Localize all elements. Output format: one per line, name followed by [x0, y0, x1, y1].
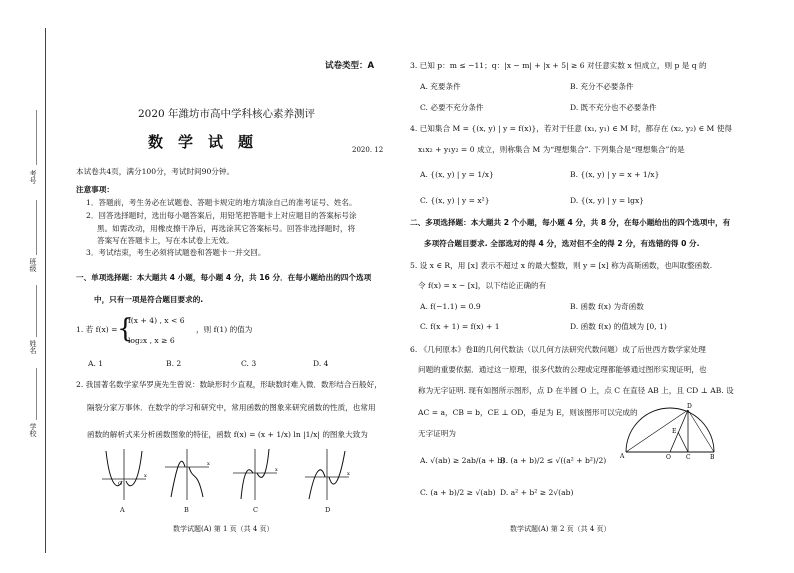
q2-graph-label-a: A — [120, 506, 125, 514]
q2-stem: 2. 我国著名数学家华罗庚先生曾说：数缺形时少直观，形缺数时难入微．数形结合百般好， — [76, 380, 382, 389]
q3-option-c[interactable]: C. 必要不充分条件 — [420, 103, 484, 112]
q2-graph-label-b: B — [184, 506, 189, 514]
name-blank[interactable] — [36, 285, 37, 337]
q1-stem-suffix: ，则 f(1) 的值为 — [196, 325, 253, 334]
q5-option-b[interactable]: B. 函数 f(x) 为奇函数 — [570, 302, 644, 311]
q2-graph-b[interactable] — [163, 447, 211, 502]
page-1-header: 2020 年潍坊市高中学科核心素养测评 — [138, 108, 316, 120]
svg-text:x: x — [275, 467, 278, 473]
svg-text:x: x — [144, 473, 147, 479]
figure-label-d: D — [687, 403, 692, 410]
q1-option-c[interactable]: C. 3 — [241, 359, 257, 368]
q4-stem: x₁x₂ + y₁y₂ = 0 成立，则称集合 M 为“理想集合”. 下列集合是“理想集合”的是 — [418, 145, 685, 154]
q1-option-a[interactable]: A. 1 — [88, 359, 104, 368]
q5-option-c[interactable]: C. f(x + 1) = f(x) + 1 — [420, 322, 500, 331]
margin-label-name: 姓名 — [29, 340, 37, 354]
q5-stem: 5. 设 x ∈ R，用 [x] 表示不超过 x 的最大整数，则 y = [x] 称为高斯函数，也叫取整函数. — [410, 261, 713, 270]
figure-label-e: E — [672, 428, 677, 435]
margin-label-class: 班级 — [29, 258, 37, 272]
q5-option-d[interactable]: D. 函数 f(x) 的值域为 [0, 1) — [570, 322, 667, 331]
q6-stem: 问题的重要依据．通过这一原理，很多代数的公理或定理都能够通过图形实现证明，也 — [418, 365, 707, 374]
q3-option-b[interactable]: B. 充分不必要条件 — [570, 82, 634, 91]
note-item: 答案写在答题卡上，写在本试卷上无效。 — [97, 236, 234, 245]
q2-graph-label-d: D — [325, 506, 331, 514]
svg-text:x: x — [207, 461, 210, 467]
page-2-footer: 数学试题(A) 第 2 页（共 4 页） — [510, 525, 611, 533]
section-2-heading: 二、多项选择题：本大题共 2 个小题，每小题 4 分，共 8 分，在每小题给出的四个选项中，有 — [410, 218, 731, 227]
q3-stem: 3. 已知 p：m ≤ −11；q：|x − m| + |x + 5| ≥ 6 对任意实数 x 恒成立，则 p 是 q 的 — [410, 61, 707, 70]
figure-label-o: O — [666, 454, 671, 460]
figure-label-c: C — [686, 454, 691, 460]
figure-label-b: B — [710, 454, 715, 460]
q6-option-a[interactable]: A. √(ab) ≥ 2ab/(a + b) — [420, 456, 505, 465]
q1-case-1: f(x + 4) , x < 6 — [128, 316, 185, 325]
margin-label-exam-no: 考号 — [29, 170, 37, 184]
q6-stem: 无字证明为 — [418, 429, 456, 438]
q5-stem: 令 f(x) = x − [x]，以下结论正确的有 — [418, 281, 547, 290]
q1-case-2: log₂x , x ≥ 6 — [128, 336, 175, 345]
q1-brace: { — [117, 314, 134, 344]
q4-option-c[interactable]: C. {(x, y) | y = x²} — [420, 196, 490, 205]
q6-semicircle-figure — [620, 402, 716, 460]
exam-no-blank[interactable] — [36, 110, 37, 165]
school-blank[interactable] — [36, 368, 37, 420]
q1-stem-prefix: 1. 若 f(x) = — [76, 325, 118, 334]
note-item: 3．考试结束，考生必须将试题卷和答题卡一并交回。 — [86, 248, 266, 257]
page-title: 数 学 试 题 — [148, 133, 254, 151]
q4-option-a[interactable]: A. {(x, y) | y = 1/x} — [420, 170, 494, 179]
margin-label-school: 学校 — [29, 423, 37, 437]
q6-stem: 6. 《几何原本》卷Ⅱ的几何代数法（以几何方法研究代数问题）成了后世西方数学家处理 — [410, 345, 706, 354]
q2-graph-a[interactable] — [100, 447, 148, 502]
exam-date: 2020. 12 — [352, 146, 384, 154]
q2-stem: 隔裂分家万事休．在数学的学习和研究中，常用函数的图象来研究函数的性质，也常用 — [87, 403, 376, 412]
exam-type: 试卷类型：A — [325, 61, 375, 71]
note-item: 1．答题前，考生务必在试题卷、答题卡规定的地方填涂自己的准考证号、姓名。 — [86, 198, 357, 207]
q6-option-d[interactable]: D. a² + b² ≥ 2√(ab) — [500, 488, 574, 497]
q6-option-c[interactable]: C. (a + b)/2 ≥ √(ab) — [420, 488, 496, 497]
q2-graph-c[interactable] — [231, 447, 279, 502]
q1-option-b[interactable]: B. 2 — [166, 359, 182, 368]
q2-graph-d[interactable] — [303, 447, 351, 502]
note-item: 黑。如需改动，用橡皮擦干净后，再选涂其它答案标号。回答非选择题时，将 — [97, 224, 356, 233]
exam-intro: 本试卷共4页，满分100分，考试时间90分钟。 — [76, 167, 235, 176]
q6-option-b[interactable]: B. (a + b)/2 ≤ √((a² + b²)/2) — [500, 456, 607, 465]
q3-option-a[interactable]: A. 充要条件 — [420, 82, 461, 91]
svg-text:x: x — [347, 471, 350, 477]
q4-stem: 4. 已知集合 M = {(x, y) | y = f(x)}，若对于任意 (x₁, y₁) ∈ M 时，都存在 (x₂, y₂) ∈ M 使得 — [410, 124, 732, 133]
notes-title: 注意事项： — [76, 185, 114, 194]
section-2-heading-cont: 多项符合题目要求. 全部选对的得 4 分，选对但不全的得 2 分，有选错的得 0 分. — [424, 239, 700, 248]
q4-option-d[interactable]: D. {(x, y) | y = lgx} — [570, 196, 645, 205]
section-1-heading-cont: 中，只有一项是符合题目要求的. — [94, 295, 204, 304]
q6-stem: AC = a，CB = b，CE ⊥ OD，垂足为 E，则该图形可以完成的 — [418, 408, 638, 417]
q2-stem: 函数的解析式来分析函数图象的特征，函数 f(x) = (x + 1/x) ln |1/x| 的图象大致为 — [87, 430, 368, 439]
section-1-heading: 一、单项选择题：本大题共 4 小题，每小题 4 分，共 16 分．在每小题给出的四个选项 — [76, 273, 372, 282]
q4-option-b[interactable]: B. {(x, y) | y = x + 1/x} — [570, 170, 660, 179]
figure-label-a: A — [620, 453, 625, 460]
q2-graph-label-c: C — [253, 506, 258, 514]
q5-option-a[interactable]: A. f(−1.1) = 0.9 — [420, 302, 481, 311]
note-item: 2．回答选择题时，选出每小题答案后，用铅笔把答题卡上对应题目的答案标号涂 — [86, 211, 357, 220]
q1-option-d[interactable]: D. 4 — [313, 359, 329, 368]
q3-option-d[interactable]: D. 既不充分也不必要条件 — [570, 103, 657, 112]
binding-line — [45, 28, 46, 553]
page-1-footer: 数学试题(A) 第 1 页（共 4 页） — [173, 525, 274, 533]
class-blank[interactable] — [36, 200, 37, 255]
svg-text:O: O — [118, 481, 123, 487]
q6-stem: 称为无字证明. 现有如图所示图形，点 D 在半圆 O 上，点 C 在直径 AB 上，且 CD ⊥ AB. 设 — [418, 386, 734, 395]
